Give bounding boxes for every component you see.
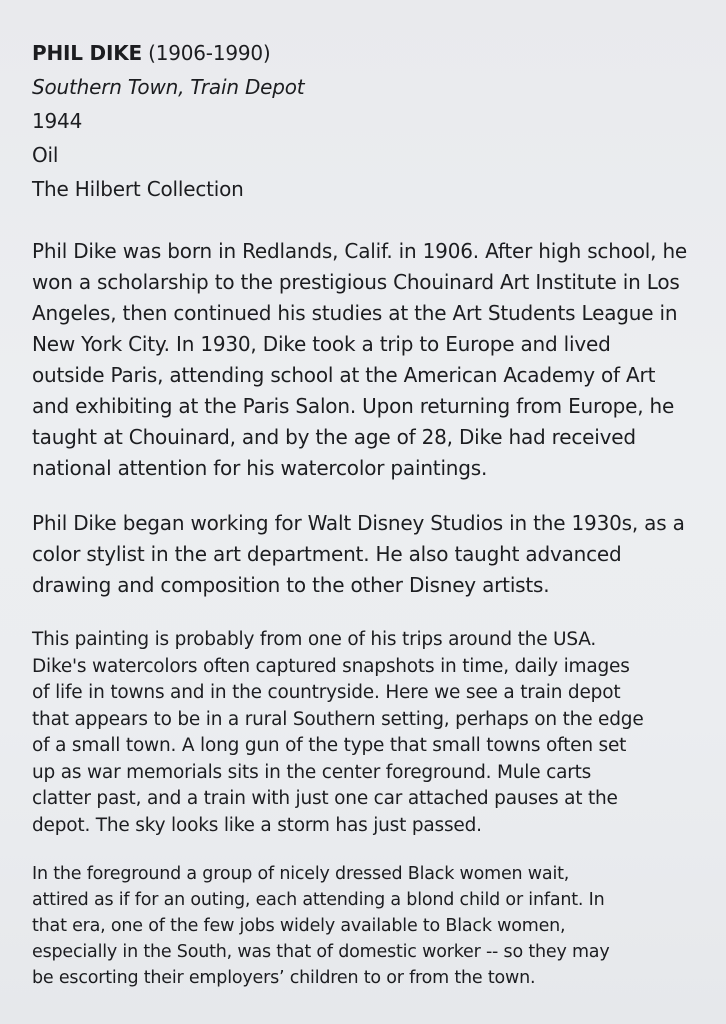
artist-dates: (1906-1990) — [141, 41, 271, 65]
artist-name: PHIL DIKE — [32, 41, 142, 65]
artwork-collection: The Hilbert Collection — [32, 177, 244, 201]
disney-paragraph: Phil Dike began working for Walt Disney Studios in the 1930s, as a color stylist in the art department. He also taught advanced drawing and composition to the other Disney artists. — [32, 511, 685, 597]
artwork-medium: Oil — [32, 143, 59, 167]
artist-line — [32, 36, 708, 70]
artwork-info-header — [32, 36, 708, 206]
artwork-year: 1944 — [32, 109, 83, 133]
foreground-description-paragraph: In the foreground a group of nicely dressed Black women wait, attired as if for an outing, each attending a blond child or infant. In that era, one of the few jobs widely available to Black women, especially in the South, was that of domestic worker -- so they may be escorting their employers’ children to or from the town. — [32, 864, 610, 988]
biography-paragraph: Phil Dike was born in Redlands, Calif. in 1906. After high school, he won a scholarship to the prestigious Chouinard Art Institute in Los Angeles, then continued his studies at the Art Students League in New York City. In 1930, Dike took a trip to Europe and lived outside Paris, attending school at the American Academy of Art and exhibiting at the Paris Salon. Upon returning from Europe, he taught at Chouinard, and by the age of 28, Dike had received national attention for his watercolor paintings. — [32, 239, 688, 480]
painting-description-paragraph: This painting is probably from one of his trips around the USA. Dike's watercolors often captured snapshots in time, daily images of life in towns and in the countryside. Here we see a train depot that appears to be in a rural Southern setting, perhaps on the edge of a small town. A long gun of the type that small towns often set up as war memorials sits in the center foreground. Mule carts clatter past, and a train with just one car attached pauses at the depot. The sky looks like a storm has just passed. — [32, 629, 644, 836]
artwork-title: Southern Town, Train Depot — [32, 75, 305, 99]
